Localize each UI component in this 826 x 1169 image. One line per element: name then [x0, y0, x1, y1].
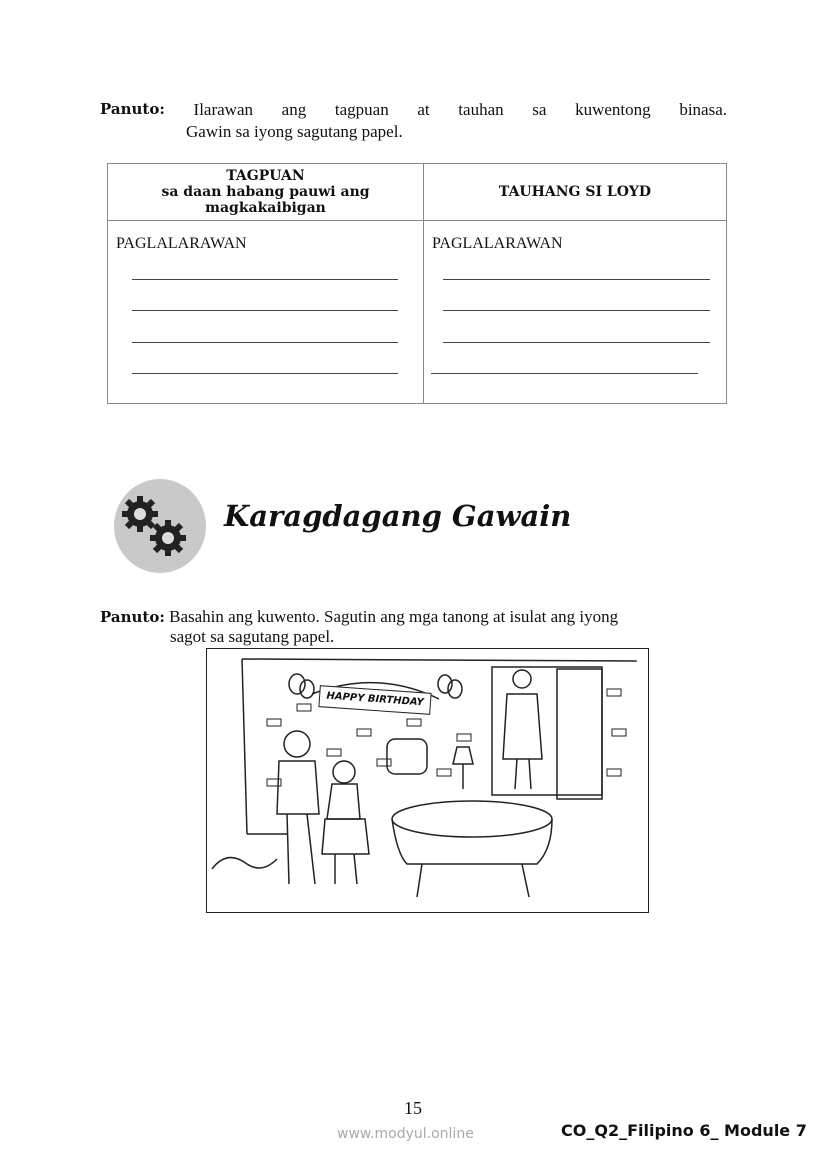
header-line: sa daan habang pauwi ang: [161, 184, 370, 200]
section-title: Karagdagang Gawain: [224, 499, 572, 533]
instr-word: tagpuan: [334, 100, 389, 119]
paglalarawan-label: PAGLALARAWAN: [116, 235, 247, 252]
instr-word: at: [417, 100, 430, 119]
description-table: [107, 163, 727, 404]
tagpuan-cell[interactable]: [108, 221, 424, 404]
birthday-illustration: [206, 648, 649, 913]
instr-word: sa: [532, 100, 547, 119]
gears-icon: [110, 478, 210, 576]
header-line: TAGPUAN: [226, 168, 305, 184]
website-watermark: www.modyul.online: [337, 1126, 474, 1142]
answer-line[interactable]: [132, 342, 398, 343]
instr-word: kuwentong: [575, 100, 651, 119]
birthday-banner: HAPPY BIRTHDAY: [318, 685, 431, 715]
instr-word: ang: [281, 100, 307, 119]
tauhan-cell[interactable]: [424, 221, 727, 404]
answer-line[interactable]: [132, 373, 398, 374]
paglalarawan-label: PAGLALARAWAN: [432, 235, 563, 252]
instr-word: Ilarawan: [193, 100, 254, 119]
activity1-instruction: [100, 100, 727, 142]
instr-word: tauhan: [458, 100, 504, 119]
answer-line[interactable]: [132, 310, 398, 311]
panuto-label: Panuto:: [100, 608, 165, 626]
answer-line[interactable]: [431, 373, 698, 374]
header-line: magkakaibigan: [205, 200, 326, 216]
instr-word: binasa.: [679, 100, 727, 119]
answer-line[interactable]: [443, 342, 710, 343]
header-tagpuan: [108, 164, 424, 221]
answer-line[interactable]: [443, 310, 710, 311]
answer-line[interactable]: [443, 279, 710, 280]
instruction-line1: Basahin ang kuwento. Sagutin ang mga tanong at isulat ang iyong: [169, 607, 619, 626]
header-tauhan: TAUHANG SI LOYD: [424, 164, 727, 221]
instruction-line2: sagot sa sagutang papel.: [170, 627, 335, 646]
page-number: 15: [404, 1098, 422, 1118]
instruction-line2: Gawin sa iyong sagutang papel.: [186, 122, 403, 141]
answer-line[interactable]: [132, 279, 398, 280]
panuto-label: Panuto:: [100, 100, 165, 118]
module-code: CO_Q2_Filipino 6_ Module 7: [561, 1121, 807, 1140]
activity2-instruction: [100, 607, 618, 646]
